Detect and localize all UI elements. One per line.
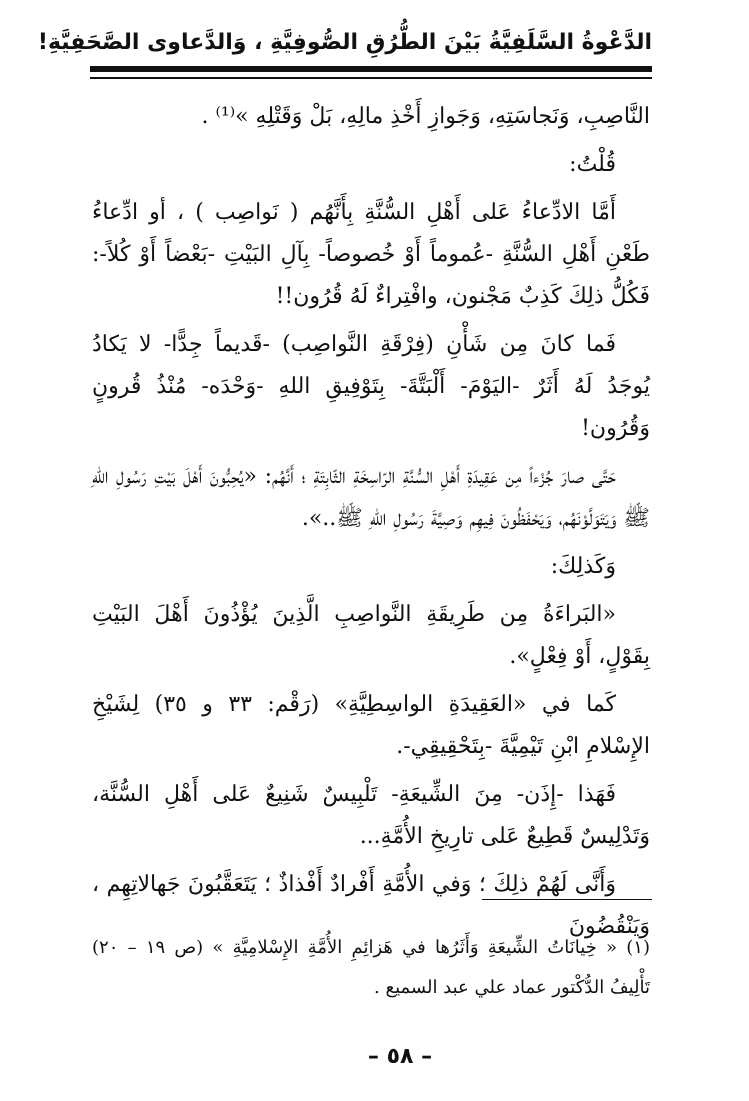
paragraph: فَهَذا -إِذَن- مِنَ الشِّيعَةِ- تَلْبِيسٌ شَنِيعٌ عَلى أَهْلِ السُّنَّة، وَتَدْلِيسٌ قَطِيعٌ عَلى تارِيخِ الأُمَّةِ...	[92, 782, 650, 849]
main-text	[92, 96, 650, 954]
paragraph: فَما كانَ مِن شَأْنِ (فِرْقَةِ النَّواصِب) -قَديماً جِدًّا- لا يَكادُ يُوجَدُ لَهُ أَثَرٌ -اليَوْمَ- أَلْبَتَّةَ- بِتَوْفِيقِ اللهِ -وَحْدَه- مُنْذُ قُرونٍ وَقُرُون!	[92, 332, 650, 441]
paragraph: وَأَنَّى لَهُمْ ذلِكَ ؛ وَفي الأُمَّةِ أَفْرادٌ أَفْذاذٌ ؛ يَتَعَقَّبُونَ جَهالاتِهِم ، وَيَنْقُضُونَ	[92, 872, 650, 939]
page-number: – ٥٨ –	[367, 1044, 433, 1069]
running-header: الدَّعْوةُ السَّلَفِيَّةُ بَيْنَ الطُّرُقِ الصُّوفِيَّةِ ، وَالدَّعاوى الصَّحَفِيَّةِ!	[37, 30, 652, 55]
paragraph: حَتَّى صارَ جُزْءاً مِن عَقِيدَةِ أَهْلِ السُّنَّةِ الرّاسِخَةِ الثّابِتَةِ ؛ أَنَّهُم: «يُحِبُّونَ أَهْلَ بَيْتِ رَسُولِ اللهِ ﷺ وَيَتَوَلَّوْنَهُم، وَيَحْفَظُونَ فِيهِم وَصِيَّةَ رَسُولِ اللهِ ﷺ..».	[92, 464, 650, 531]
paragraph: كَما في «العَقِيدَةِ الواسِطِيَّةِ» (رَقْم: ٣٣ و ٣٥) لِشَيْخِ الإِسْلامِ ابْنِ تَيْمِيَّةَ -بِتَحْقِيقِي-.	[92, 692, 650, 759]
header-rule-thick	[90, 66, 652, 72]
paragraph-qultu: قُلْتُ:	[569, 152, 616, 177]
footnote-separator	[482, 899, 652, 900]
footnote: (١) « خِيانَاتُ الشِّيعَةِ وَأَثَرُها في هَزائِمِ الأُمَّةِ الإِسْلامِيَّةِ » (ص ١٩ – ٢٠) تَأْلِيفُ الدُّكْتور عماد علي عبد السميع .	[92, 937, 650, 998]
paragraph: أَمَّا الادِّعاءُ عَلى أَهْلِ السُّنَّةِ بِأَنَّهُم ( نَواصِب ) ، أو ادِّعاءُ طَعْنِ أَهْلِ السُّنَّةِ -عُموماً أَوْ خُصوصاً- بِآلِ البَيْتِ -بَعْضاً أَوْ كُلاً-: فَكُلُّ ذلِكَ كَذِبٌ مَجْنون، وافْتِراءٌ لَهُ قُرُون!!	[92, 200, 650, 309]
paragraph-kadhalik: وَكَذلِكَ:	[550, 554, 616, 579]
paragraph-quote: «البَراءَةُ مِن طَرِيقَةِ النَّواصِبِ الَّذِينَ يُؤْذُونَ أَهْلَ البَيْتِ بِقَوْلٍ، أَوْ فِعْلٍ».	[92, 602, 650, 669]
header-rule-thin	[90, 77, 652, 79]
paragraph: النَّاصِبِ، وَنَجاسَتِهِ، وَجَوازِ أَخْذِ مالِهِ، بَلْ وَقَتْلِهِ »⁽¹⁾ .	[201, 104, 650, 129]
